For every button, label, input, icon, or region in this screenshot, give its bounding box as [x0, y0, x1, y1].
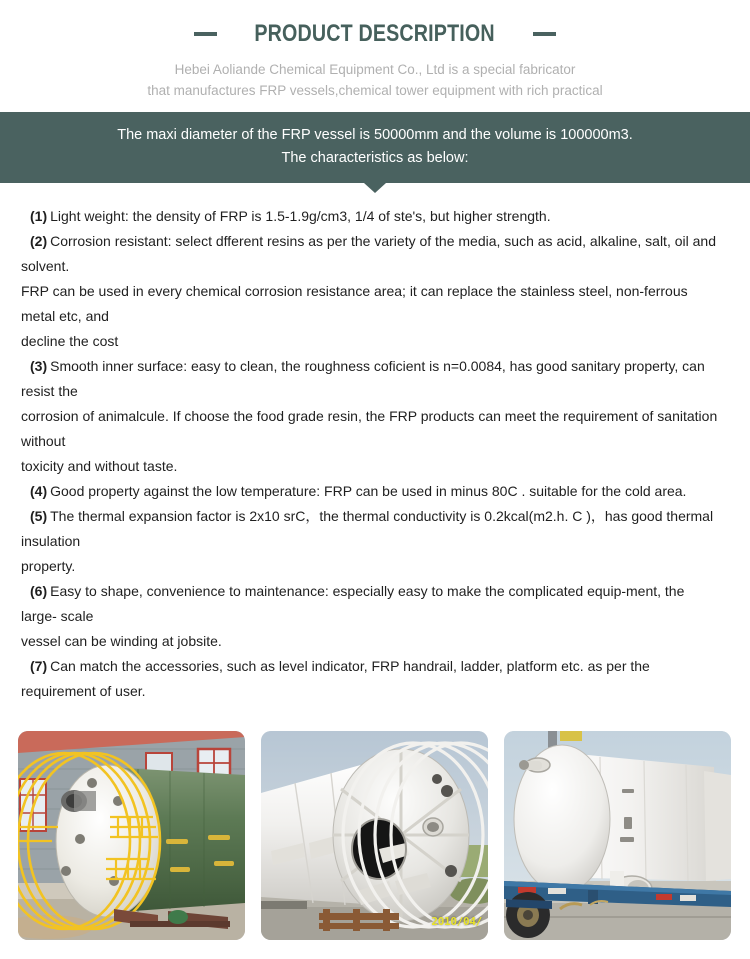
feature-number: (3) — [30, 358, 48, 374]
white-frp-vessel-on-trailer — [504, 731, 731, 940]
feature-number: (4) — [30, 483, 48, 499]
feature-text: Light weight: the density of FRP is 1.5-1.9g/cm3, 1/4 of ste's, but higher strength. — [50, 208, 551, 224]
specs-banner-wrapper — [0, 112, 750, 183]
feature-number: (7) — [30, 658, 48, 674]
product-photo-green-vessel[interactable] — [18, 731, 245, 940]
feature-text: Corrosion resistant: select dfferent resins as per the variety of the media, such as acid, alkaline, salt, oil and solvent. — [21, 233, 716, 274]
feature-item — [21, 204, 723, 229]
title-dash-left — [194, 32, 217, 36]
feature-continuation: corrosion of animalcule. If choose the food grade resin, the FRP products can meet the requirement of sanitation without — [21, 408, 718, 449]
feature-continuation: property. — [21, 558, 76, 574]
banner-notch-triangle-icon — [364, 183, 386, 193]
feature-continuation: toxicity and without taste. — [21, 458, 178, 474]
feature-item — [21, 579, 723, 629]
white-frp-vessel-with-manhole — [261, 731, 488, 940]
feature-text: Smooth inner surface: easy to clean, the roughness coficient is n=0.0084, has good sanitary property, can resist the — [21, 358, 705, 399]
page-title: PRODUCT DESCRIPTION — [254, 20, 496, 47]
company-subtitle — [0, 59, 750, 101]
feature-continuation: FRP can be used in every chemical corrosion resistance area; it can replace the stainless steel, non-ferrous metal etc, and — [21, 283, 688, 324]
feature-item — [21, 229, 723, 279]
feature-list — [0, 183, 750, 704]
feature-text: The thermal expansion factor is 2x10 srC，the thermal conductivity is 0.2kcal(m2.h. C )，has good thermal insulation — [21, 508, 714, 549]
feature-text: Good property against the low temperature: FRP can be used in minus 80C . suitable for the cold area. — [50, 483, 687, 499]
feature-number: (2) — [30, 233, 48, 249]
company-subtitle-line-1: Hebei Aoliande Chemical Equipment Co., Ltd is a special fabricator — [174, 62, 576, 77]
specs-banner — [0, 112, 750, 183]
feature-number: (5) — [30, 508, 48, 524]
feature-item — [21, 504, 723, 554]
product-photo-vessel-on-trailer[interactable] — [504, 731, 731, 940]
specs-banner-line-2: The characteristics as below: — [281, 150, 469, 166]
feature-item — [21, 354, 723, 404]
green-frp-vessel-with-yellow-ladder — [18, 731, 245, 940]
product-photo-white-vessel-manhole[interactable] — [261, 731, 488, 940]
feature-text: Can match the accessories, such as level indicator, FRP handrail, ladder, platform etc. as per the requirement of user. — [21, 658, 650, 699]
title-row — [0, 22, 750, 46]
product-photo-gallery — [18, 731, 732, 940]
feature-continuation: vessel can be winding at jobsite. — [21, 633, 222, 649]
feature-item — [21, 479, 723, 504]
feature-continuation: decline the cost — [21, 333, 119, 349]
title-dash-right — [533, 32, 556, 36]
company-subtitle-line-2: that manufactures FRP vessels,chemical tower equipment with rich practical — [147, 83, 603, 98]
feature-number: (6) — [30, 583, 48, 599]
feature-item — [21, 654, 723, 704]
specs-banner-line-1: The maxi diameter of the FRP vessel is 50000mm and the volume is 100000m3. — [117, 127, 633, 143]
photo-datestamp: 2010/04/ — [431, 915, 482, 928]
feature-number: (1) — [30, 208, 48, 224]
feature-text: Easy to shape, convenience to maintenance: especially easy to make the complicated equip-ment, the large- scale — [21, 583, 685, 624]
page-header — [0, 0, 750, 101]
